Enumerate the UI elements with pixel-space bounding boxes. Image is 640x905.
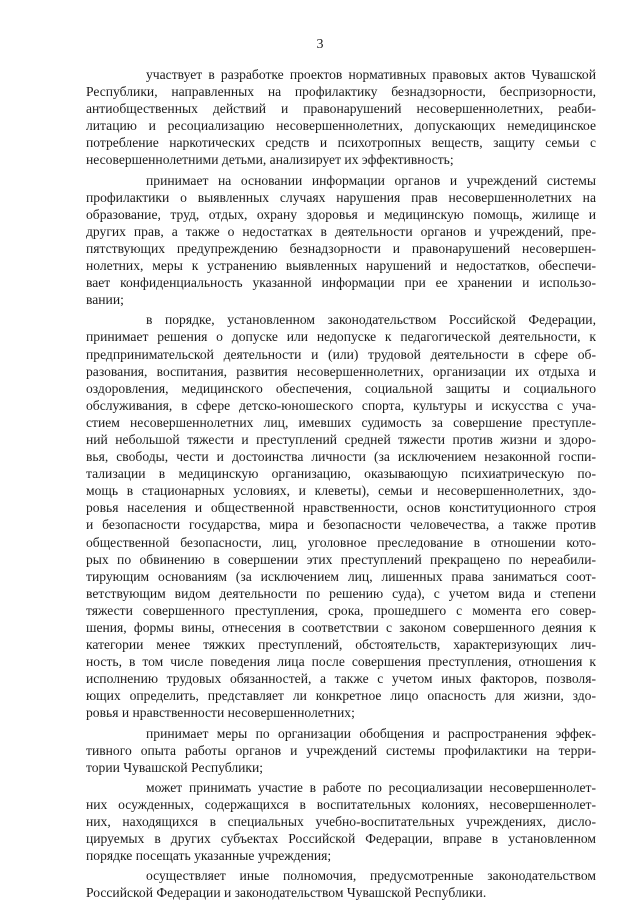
text-line: оздоровления, медицинского обеспечения, социальной защиты и социального bbox=[86, 380, 596, 396]
page-number: 3 bbox=[316, 37, 324, 52]
text-line: исполнению трудовых обязанностей, а также с учетом иных факторов, позволя- bbox=[86, 671, 596, 687]
paragraph bbox=[86, 311, 596, 721]
text-line: несовершеннолетними детьми, анализирует их эффективность; bbox=[86, 152, 454, 168]
text-line: вает конфиденциальность указанной информации при ее хранении и использо- bbox=[86, 275, 596, 291]
document-body bbox=[86, 66, 596, 905]
text-line: разования, воспитания, развития несовершеннолетних, организации их отдыха и bbox=[86, 363, 596, 379]
text-line: Республики, направленных на профилактику безнадзорности, беспризорности, bbox=[86, 84, 596, 100]
text-line: ний небольшой тяжести и преступлений средней тяжести против жизни и здоро- bbox=[86, 431, 596, 447]
text-line: осуществляет иные полномочия, предусмотренные законодательством bbox=[146, 868, 596, 884]
text-line: принимает меры по организации обобщения и распространения эффек- bbox=[146, 725, 596, 741]
text-line: в порядке, установленном законодательством Российской Федерации, bbox=[146, 312, 596, 328]
text-line: общественной безопасности, лиц, уголовное преследование в отношении кото- bbox=[86, 534, 596, 550]
text-line: обслуживания, в сфере детско-юношеского спорта, культуры и искусства с уча- bbox=[86, 397, 596, 413]
text-line: тализации в медицинскую организацию, оказывающую психиатрическую по- bbox=[86, 466, 596, 482]
text-line: ющих определить, представляет ли конкретное лицо опасность для жизни, здо- bbox=[86, 688, 596, 704]
text-line: вья, свободы, чести и достоинства личности (за исключением незаконной госпи- bbox=[86, 449, 596, 465]
text-line: тивного опыта работы органов и учреждений системы профилактики на терри- bbox=[86, 742, 596, 758]
text-line: порядке посещать указанные учреждения; bbox=[86, 848, 332, 864]
text-line: может принимать участие в работе по ресоциализации несовершеннолет- bbox=[146, 779, 596, 795]
paragraph bbox=[86, 725, 596, 776]
text-line: ветствующим видом деятельности по решению суда), с учетом вида и степени bbox=[86, 585, 596, 601]
text-line: и безопасности государства, мира и безопасности человечества, а также против bbox=[86, 517, 596, 533]
text-line: нолетних, меры к устранению выявленных нарушений и недостатков, обеспечи- bbox=[86, 258, 596, 274]
text-line: стием несовершеннолетних лиц, имевших судимость за совершение преступле- bbox=[86, 414, 596, 430]
text-line: пятствующих предупреждению безнадзорности и правонарушений несовершен- bbox=[86, 240, 596, 256]
text-line: принимает решения о допуске или недопуске к педагогической деятельности, к bbox=[86, 329, 596, 345]
paragraph bbox=[86, 867, 596, 901]
text-line: мощь в стационарных условиях, и клеветы), семьи и несовершеннолетних, здо- bbox=[86, 483, 596, 499]
text-line: категории менее тяжких преступлений, обстоятельств, характеризующих лич- bbox=[86, 637, 596, 653]
text-line: ровья и нравственности несовершеннолетних; bbox=[86, 705, 355, 721]
text-line: предпринимательской деятельности и (или) трудовой деятельности в сфере об- bbox=[86, 346, 596, 362]
text-line: ность, в том числе поведения лица после совершения преступления, отношения к bbox=[86, 654, 596, 670]
text-line: них, находящихся в специальных учебно-воспитательных учреждениях, дисло- bbox=[86, 814, 596, 830]
text-line: участвует в разработке проектов нормативных правовых актов Чувашской bbox=[146, 67, 596, 82]
paragraph bbox=[86, 66, 596, 169]
text-line: Российской Федерации и законодательством Чувашской Республики. bbox=[86, 885, 487, 901]
text-line: цируемых в других субъектах Российской Федерации, вправе в установленном bbox=[86, 831, 596, 847]
text-line: рых по обвинению в совершении этих преступлений прекращено по нереабили- bbox=[86, 551, 596, 567]
text-line: образование, труд, отдых, охрану здоровья и медицинскую помощь, жилище и bbox=[86, 206, 596, 222]
text-line: потребление наркотических средств и психотропных веществ, защиту семьи с bbox=[86, 135, 596, 151]
text-line: тирующим основаниям (за исключением лиц, лишенных права заниматься соот- bbox=[86, 568, 596, 584]
text-line: тяжести совершенного преступления, срока, прошедшего с момента его совер- bbox=[86, 602, 596, 618]
text-line: антиобщественных действий и правонарушений несовершеннолетних, реаби- bbox=[86, 101, 596, 117]
text-line: вании; bbox=[86, 292, 124, 308]
text-line: принимает на основании информации органов и учреждений системы bbox=[146, 172, 596, 188]
text-line: них осужденных, содержащихся в воспитательных колониях, несовершеннолет- bbox=[86, 796, 596, 812]
text-line: других прав, а также о недостатках в деятельности органов и учреждений, пре- bbox=[86, 223, 596, 239]
text-line: профилактики о выявленных случаях нарушения прав несовершеннолетних на bbox=[86, 189, 596, 205]
text-line: литацию и ресоциализацию несовершеннолетних, допускающих немедицинское bbox=[86, 118, 596, 134]
text-line: ровья населения и общественной нравственности, основ конституционного строя bbox=[86, 500, 596, 516]
text-line: шения, формы вины, отнесения в соответствии с законом совершенного деяния к bbox=[86, 620, 596, 635]
paragraph bbox=[86, 172, 596, 309]
paragraph bbox=[86, 779, 596, 864]
text-line: тории Чувашской Республики; bbox=[86, 759, 264, 775]
